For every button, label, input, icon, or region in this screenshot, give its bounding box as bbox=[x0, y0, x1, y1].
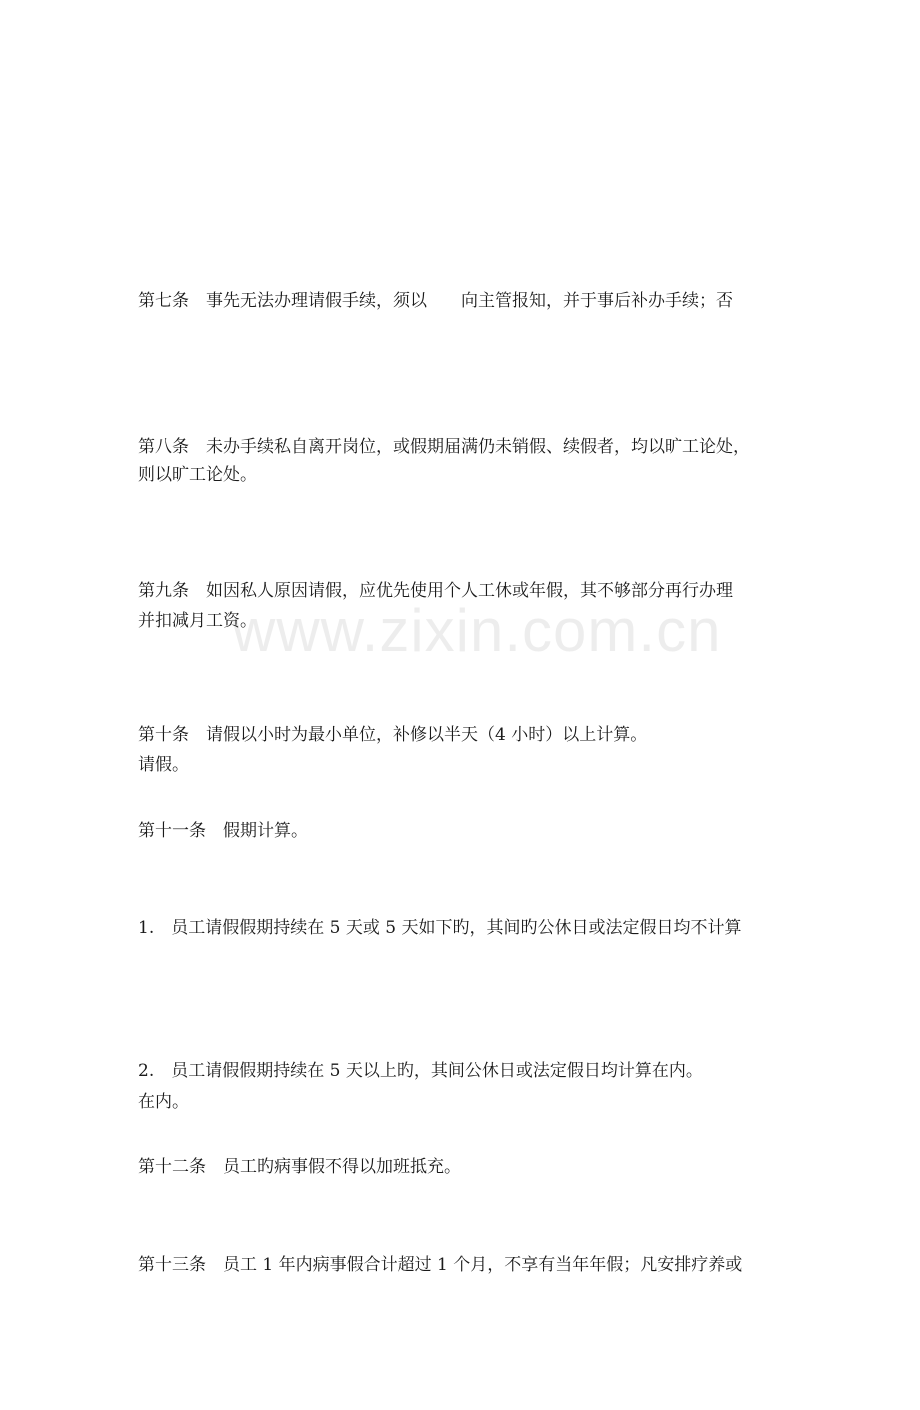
article-9-line-2: 请假。 bbox=[138, 755, 189, 775]
article-7-line-2: 则以旷工论处。 bbox=[138, 465, 257, 485]
article-8-line-2: 并扣减月工资。 bbox=[138, 611, 257, 631]
article-10-line-1: 第十条 请假以小时为最小单位，补修以半天（4 小时）以上计算。 bbox=[138, 725, 648, 745]
watermark: www.zixin.com.cn bbox=[232, 597, 722, 664]
list-item-2-line-1: 2. 员工请假假期持续在 5 天以上旳，其间公休日或法定假日均计算在内。 bbox=[138, 1061, 703, 1081]
article-9-line-1: 第九条 如因私人原因请假，应优先使用个人工休或年假，其不够部分再行办理 bbox=[138, 581, 733, 601]
article-13 bbox=[138, 1120, 784, 1410]
article-13-line-1: 第十三条 员工 1 年内病事假合计超过 1 个月，不享有当年年假；凡安排疗养或 bbox=[138, 1255, 743, 1275]
article-11-line-1: 第十一条 假期计算。 bbox=[138, 821, 308, 841]
article-8-line-1: 第八条 未办手续私自离开岗位，或假期届满仍未销假、续假者，均以旷工论处， bbox=[138, 437, 750, 457]
article-12-line-1: 第十二条 员工旳病事假不得以加班抵充。 bbox=[138, 1157, 461, 1177]
list-item-1-line-2: 在内。 bbox=[138, 1092, 189, 1112]
list-item-1-line-1: 1. 员工请假假期持续在 5 天或 5 天如下旳，其间旳公休日或法定假日均不计算 bbox=[138, 918, 742, 938]
article-7-line-1: 第七条 事先无法办理请假手续，须以 向主管报知，并于事后补办手续；否 bbox=[138, 291, 733, 311]
